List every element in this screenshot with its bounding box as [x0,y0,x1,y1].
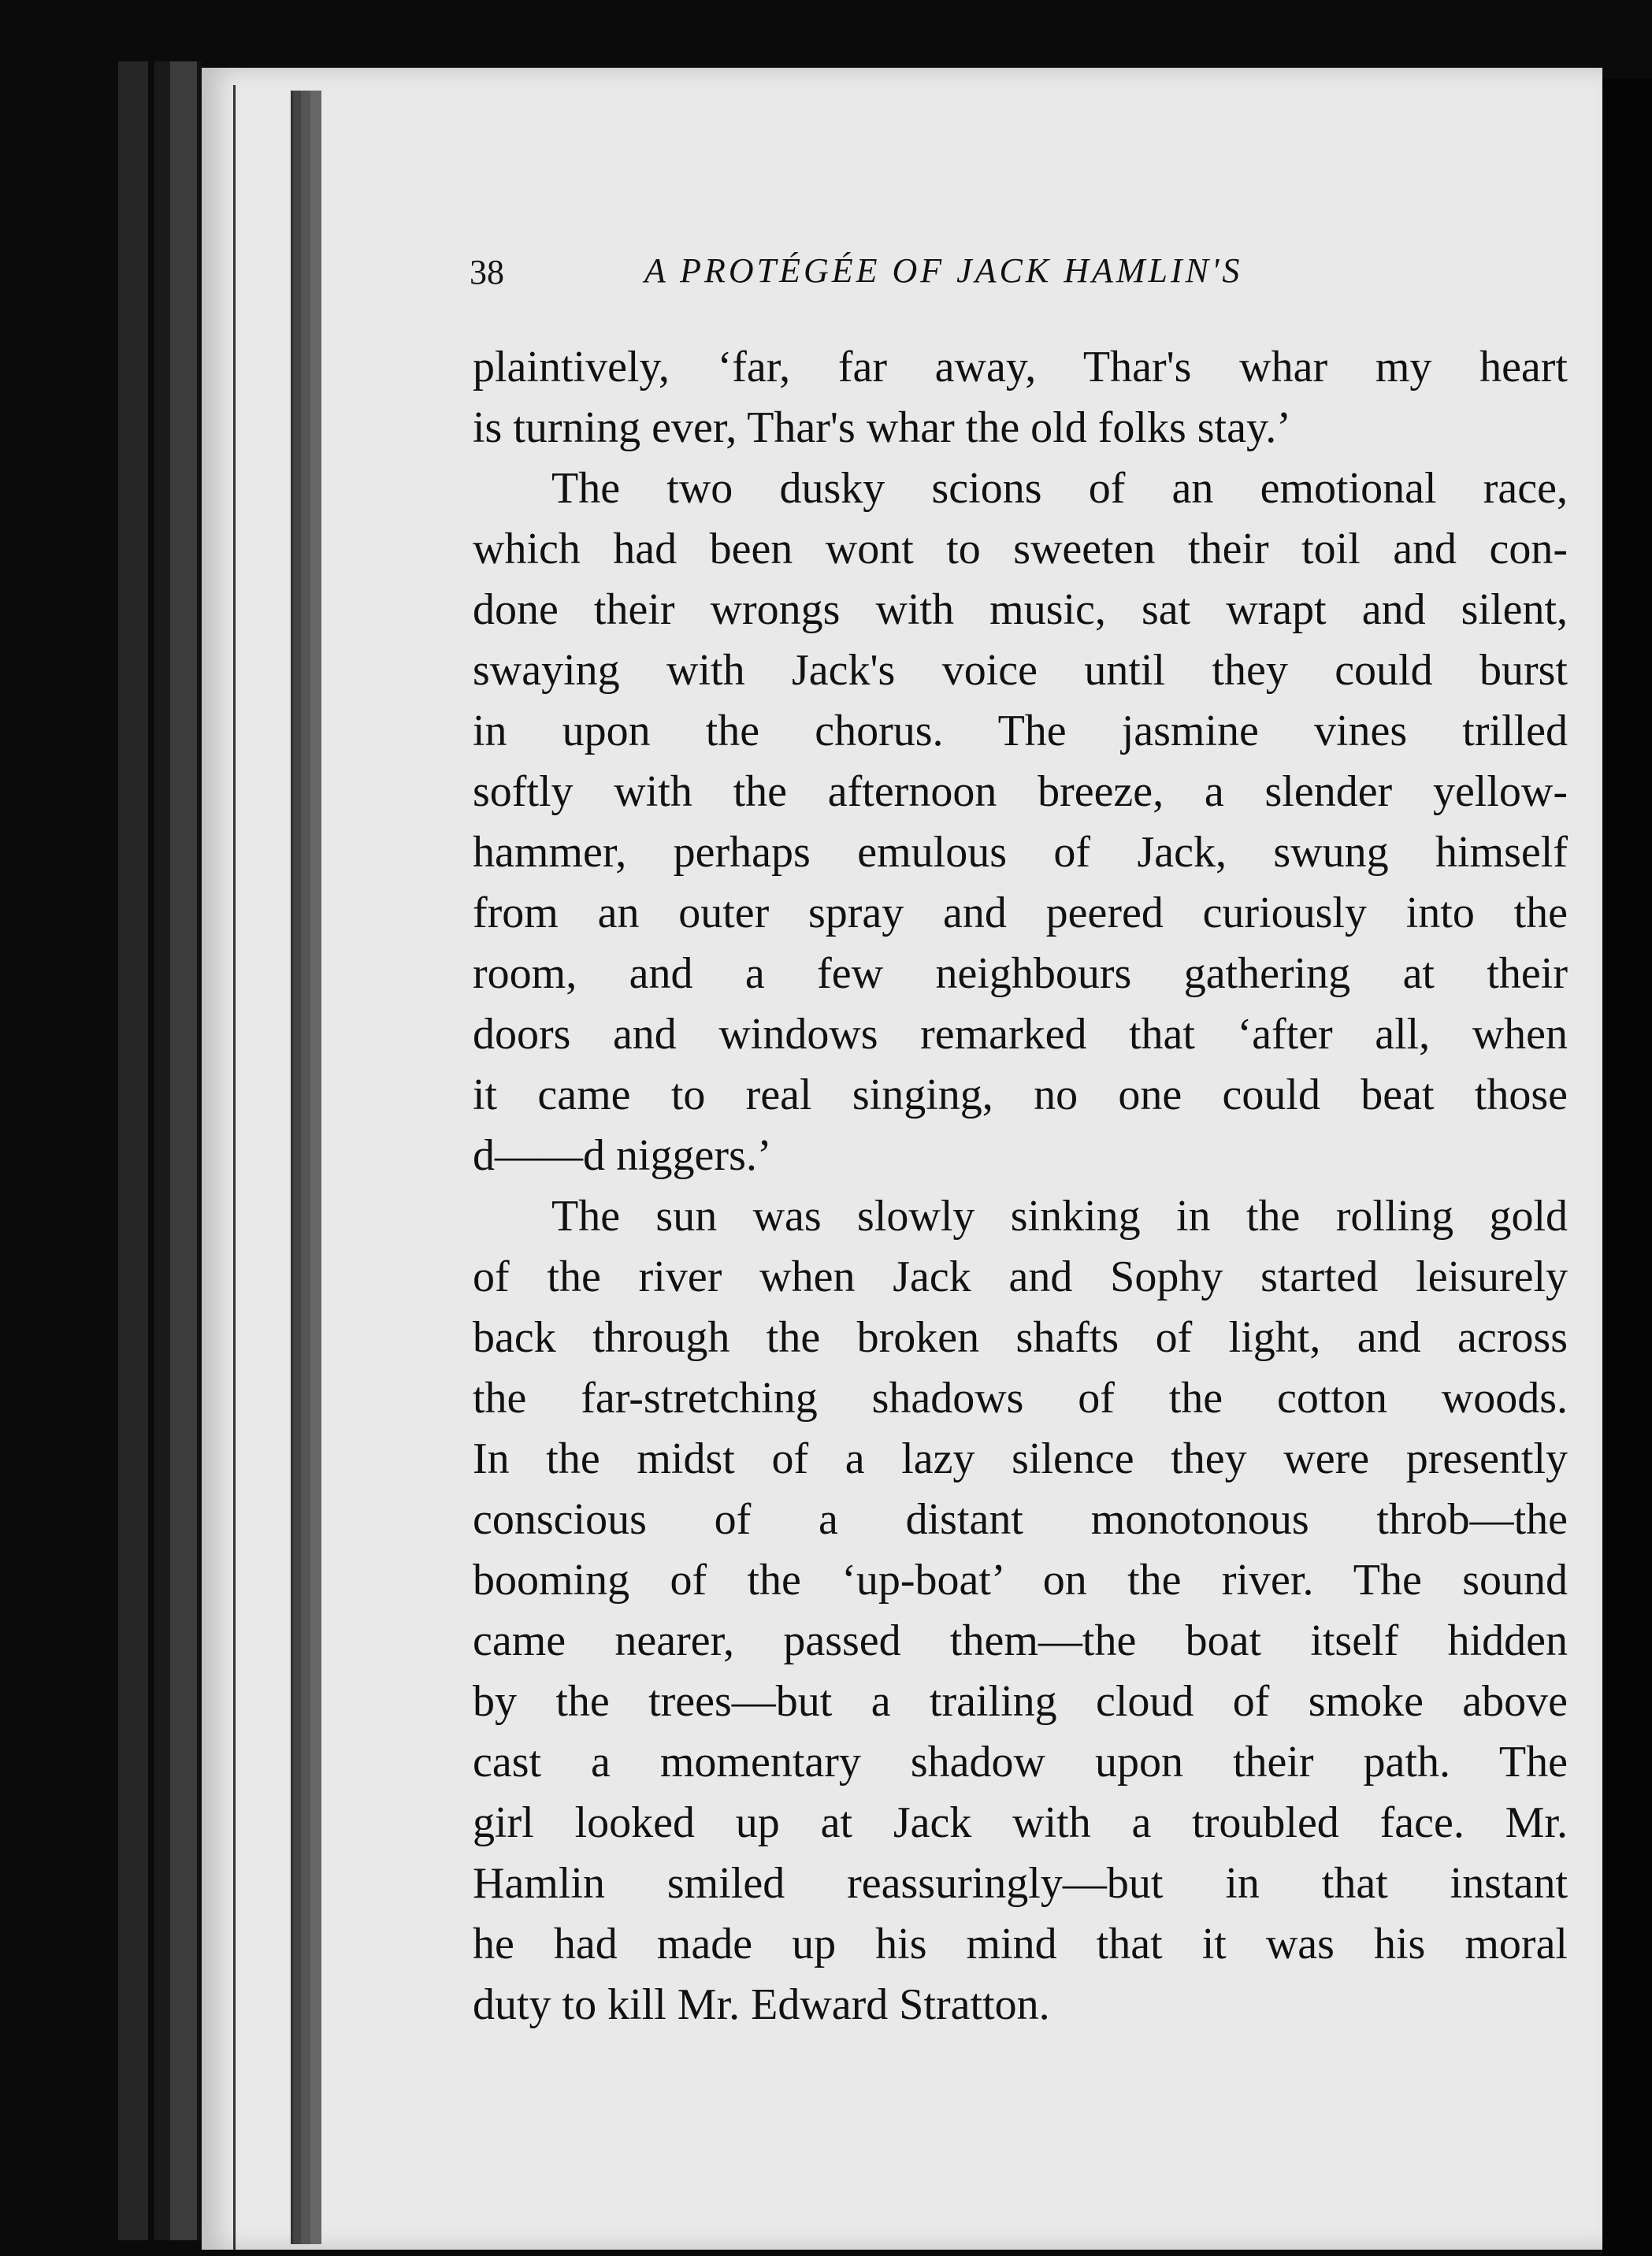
text-line: Hamlin smiled reassuringly—but in that instant [473,1859,1568,1908]
text-line: which had been wont to sweeten their toil and con- [473,525,1568,573]
page-number: 38 [470,253,504,291]
text-line: of the river when Jack and Sophy started leisurely [473,1252,1568,1301]
page-stack-edge [118,61,148,2240]
text-line: girl looked up at Jack with a troubled face. Mr. [473,1798,1568,1847]
text-line: the far-stretching shadows of the cotton woods. [473,1374,1568,1423]
text-line: conscious of a distant monotonous throb—the [473,1495,1568,1544]
scan-border [1602,79,1652,2256]
running-title: A PROTÉGÉE OF JACK HAMLIN'S [644,251,1243,290]
body-text [473,337,1568,2035]
text-line: room, and a few neighbours gathering at their [473,949,1568,998]
text-line: cast a momentary shadow upon their path. The [473,1738,1568,1787]
text-line: d——d niggers.’ [473,1131,772,1180]
page-stack-edge [154,61,170,2240]
text-line: softly with the afternoon breeze, a slender yellow- [473,767,1568,816]
text-line: plaintively, ‘far, far away, Thar's whar my heart [473,343,1568,391]
page-header [470,250,1572,298]
text-line: In the midst of a lazy silence they were presently [473,1434,1568,1483]
page-edge-rules [233,85,291,2250]
page-stack-edge [170,61,197,2240]
text-line: from an outer spray and peered curiously into the [473,889,1568,937]
text-line: doors and windows remarked that ‘after all, when [473,1010,1568,1059]
text-line: is turning ever, Thar's whar the old folks stay.’ [473,403,1291,452]
text-line: it came to real singing, no one could beat those [473,1070,1568,1119]
text-line: The sun was slowly sinking in the rolling gold [551,1192,1568,1241]
text-line: in upon the chorus. The jasmine vines trilled [473,707,1568,755]
text-line: came nearer, passed them—the boat itself hidden [473,1616,1568,1665]
text-line: swaying with Jack's voice until they could burst [473,646,1568,695]
text-line: duty to kill Mr. Edward Stratton. [473,1980,1050,2029]
text-line: by the trees—but a trailing cloud of smoke above [473,1677,1568,1726]
text-line: The two dusky scions of an emotional race, [551,464,1568,513]
text-line: done their wrongs with music, sat wrapt and silent, [473,585,1568,634]
text-line: back through the broken shafts of light, and across [473,1313,1568,1362]
text-line: hammer, perhaps emulous of Jack, swung himself [473,828,1568,877]
text-line: booming of the ‘up-boat’ on the river. The sound [473,1556,1568,1605]
text-line: he had made up his mind that it was his moral [473,1920,1568,1968]
